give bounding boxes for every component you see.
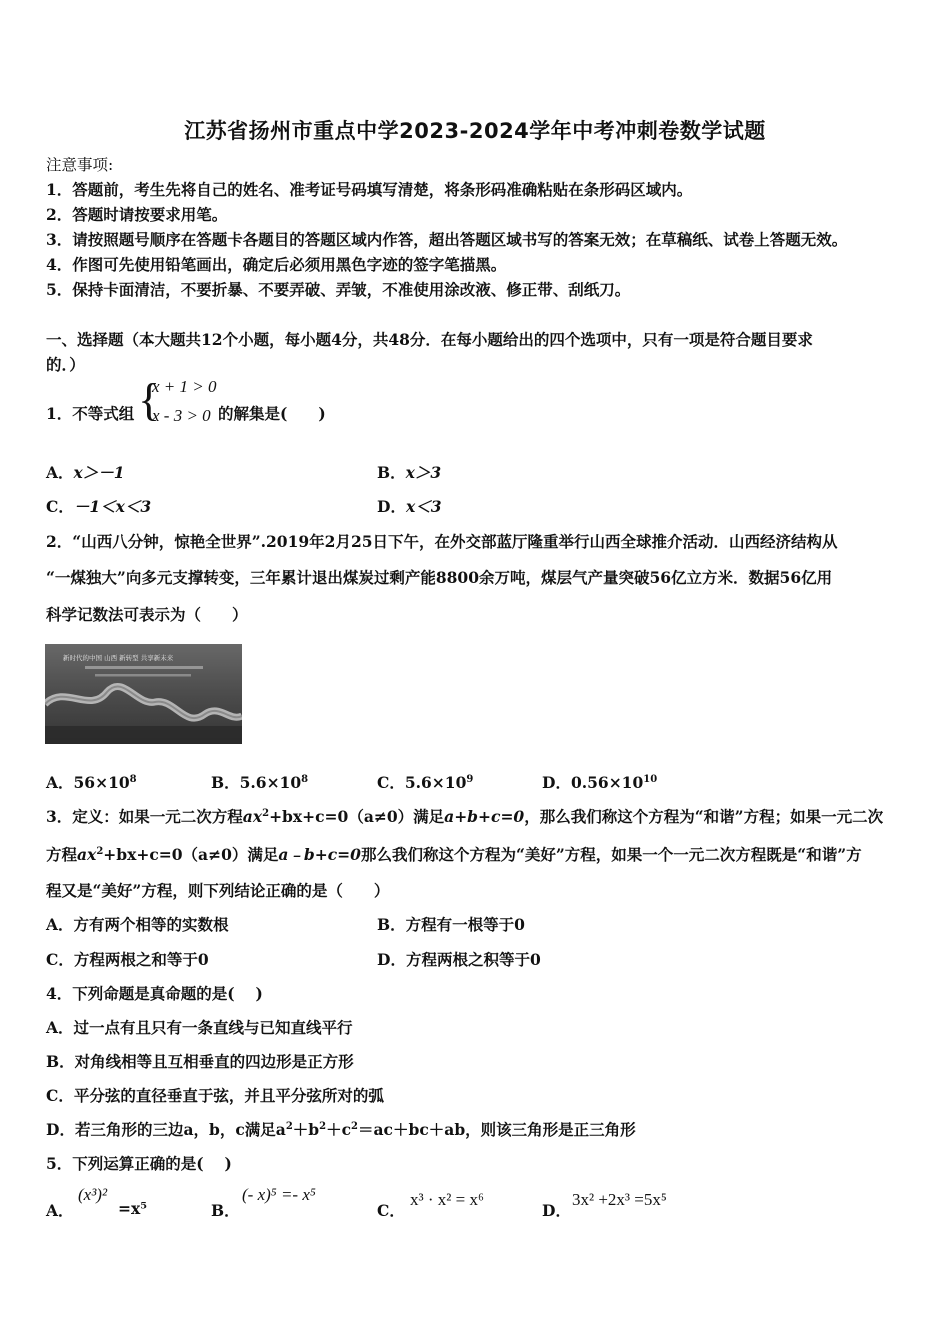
q3-stem-line2: 方程$ax^2+bx+c=0(a\ne 0)$满足a﹣b+c=0那么我们称这个方程为“美好”方程，如果一个一元二次方程既是“和谐”方 [46, 845, 862, 864]
q5-stem: 5．下列运算正确的是( ) [46, 1154, 232, 1173]
page-title: 江苏省扬州市重点中学2023-2024学年中考冲刺卷数学试题 [184, 119, 766, 143]
q1-prefix: 1．不等式组 [46, 404, 135, 423]
q2-option-d: D．$0.56\times 10^{10}$ [542, 773, 658, 792]
q5-option-a-expr: (x³)² [78, 1185, 108, 1204]
q1-option-a: A．x＞－1 [46, 463, 125, 482]
q5-option-d-label: D． [542, 1201, 571, 1220]
notice-heading: 注意事项: [46, 156, 114, 174]
photo-caption: 新时代的中国 山西 新转型 共享新未来 [63, 654, 174, 662]
section-heading: 一、选择题（本大题共12个小题，每小题4分，共48分．在每小题给出的四个选项中，只有一项是符合题目要求 [46, 330, 813, 349]
q2-option-c: C．$5.6\times 10^9$ [377, 773, 474, 792]
q2-option-b: B．$5.6\times 10^8$ [211, 773, 309, 792]
notice-item: 3．请按照题号顺序在答题卡各题目的答题区域内作答，超出答题区域书写的答案无效；在草稿纸、试卷上答题无效。 [46, 230, 848, 249]
q5-option-c-label: C． [377, 1201, 405, 1220]
q3-stem-line1: 3．定义：如果一元二次方程$ax^2+bx+c=0(a\ne 0)$满足a+b+c=0，那么我们称这个方程为“和谐”方程；如果一元二次 [46, 807, 884, 826]
q4-option-c: C．平分弦的直径垂直于弦，并且平分弦所对的弧 [46, 1086, 384, 1105]
brace-symbol: { [138, 374, 161, 425]
q1-option-c: C．－1＜x＜3 [46, 497, 152, 516]
shanxi-promo-photo [45, 644, 242, 744]
section-heading-cont: 的．） [46, 355, 85, 374]
q3-option-d: D．方程两根之积等于0 [377, 950, 541, 969]
q2-stem-line2: “一煤独大”向多元支撑转变，三年累计退出煤炭过剩产能8800余万吨，煤层气产量突破56亿立方米．数据56亿用 [46, 568, 833, 587]
q5-option-a-label: A． [46, 1201, 74, 1220]
q5-option-c-expr: x³ · x² = x⁶ [410, 1190, 484, 1209]
q3-option-c: C．方程两根之和等于0 [46, 950, 209, 969]
q4-stem: 4．下列命题是真命题的是( ) [46, 984, 263, 1003]
q4-option-b: B．对角线相等且互相垂直的四边形是正方形 [46, 1052, 354, 1071]
q5-option-d-expr: 3x² +2x³ =5x⁵ [572, 1190, 667, 1209]
q1-option-d: D．x＜3 [377, 497, 442, 516]
q1-suffix: 的解集是( ) [218, 404, 326, 423]
notice-item: 4．作图可先使用铅笔画出，确定后必须用黑色字迹的签字笔描黑。 [46, 255, 507, 274]
notice-item: 1．答题前，考生先将自己的姓名、准考证号码填写清楚，将条形码准确粘贴在条形码区域内。 [46, 180, 693, 199]
q1-inequality-2: x - 3 > 0 [152, 406, 211, 425]
q2-stem-line3: 科学记数法可表示为（ ） [46, 605, 248, 624]
q3-option-b: B．方程有一根等于0 [377, 915, 525, 934]
notice-item: 5．保持卡面清洁，不要折暴、不要弄破、弄皱，不准使用涂改液、修正带、刮纸刀。 [46, 280, 631, 299]
q1-inequality-1: x + 1 > 0 [152, 377, 217, 396]
q3-option-a: A．方有两个相等的实数根 [46, 915, 229, 934]
q3-stem-line3: 程又是“美好”方程，则下列结论正确的是（ ） [46, 881, 390, 900]
q5-option-a-result: =x⁵ [118, 1199, 148, 1218]
q4-option-a: A．过一点有且只有一条直线与已知直线平行 [46, 1018, 353, 1037]
q1-option-b: B．x＞3 [377, 463, 442, 482]
q5-option-b-label: B． [211, 1201, 240, 1220]
q5-option-b-expr: (- x)⁵ =- x⁵ [242, 1185, 316, 1204]
q2-stem-line1: 2．“山西八分钟，惊艳全世界”.2019年2月25日下午，在外交部蓝厅隆重举行山西全球推介活动．山西经济结构从 [46, 532, 838, 551]
notice-item: 2．答题时请按要求用笔。 [46, 205, 228, 224]
q2-option-a: A．$56\times 10^8$ [46, 773, 137, 792]
q4-option-d: D．若三角形的三边a，b，c满足$a^2+b^2+c^2=ac+bc+ab$，则该三角形是正三角形 [46, 1120, 636, 1139]
